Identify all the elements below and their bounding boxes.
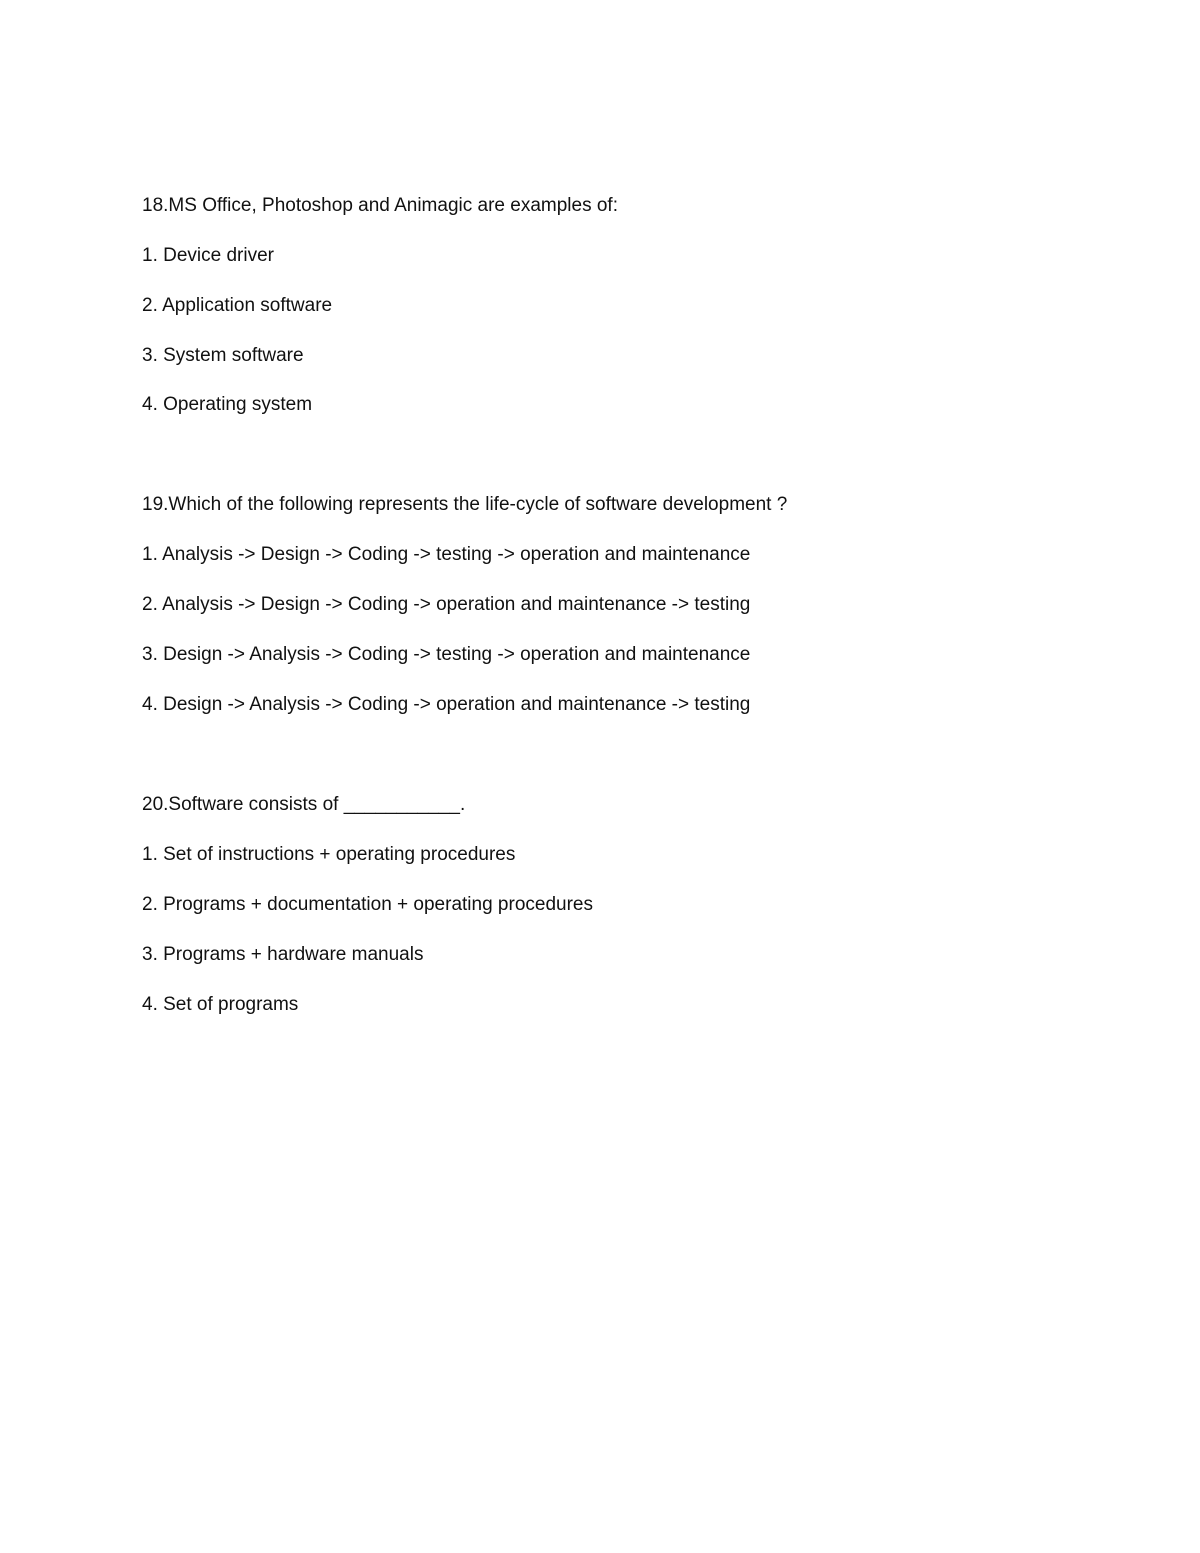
question-19-text: 19.Which of the following represents the life-cycle of software development ? — [142, 494, 788, 515]
question-19-option-1: 1. Analysis -> Design -> Coding -> testing -> operation and maintenance — [142, 544, 751, 565]
question-18-text: 18.MS Office, Photoshop and Animagic are examples of: — [142, 195, 618, 216]
question-18-option-3: 3. System software — [142, 345, 304, 366]
question-20-option-1: 1. Set of instructions + operating procedures — [142, 844, 516, 865]
question-19-option-3: 3. Design -> Analysis -> Coding -> testing -> operation and maintenance — [142, 644, 751, 665]
question-20-text: 20.Software consists of ___________. — [142, 794, 466, 815]
question-18-option-1: 1. Device driver — [142, 245, 274, 266]
question-20-option-2: 2. Programs + documentation + operating procedures — [142, 894, 593, 915]
question-19-option-4: 4. Design -> Analysis -> Coding -> operation and maintenance -> testing — [142, 694, 751, 715]
question-18-option-2: 2. Application software — [142, 295, 333, 316]
question-18-option-4: 4. Operating system — [142, 394, 313, 415]
question-19-option-2: 2. Analysis -> Design -> Coding -> operation and maintenance -> testing — [142, 594, 751, 615]
question-20-option-4: 4. Set of programs — [142, 994, 299, 1015]
question-20-option-3: 3. Programs + hardware manuals — [142, 944, 424, 965]
